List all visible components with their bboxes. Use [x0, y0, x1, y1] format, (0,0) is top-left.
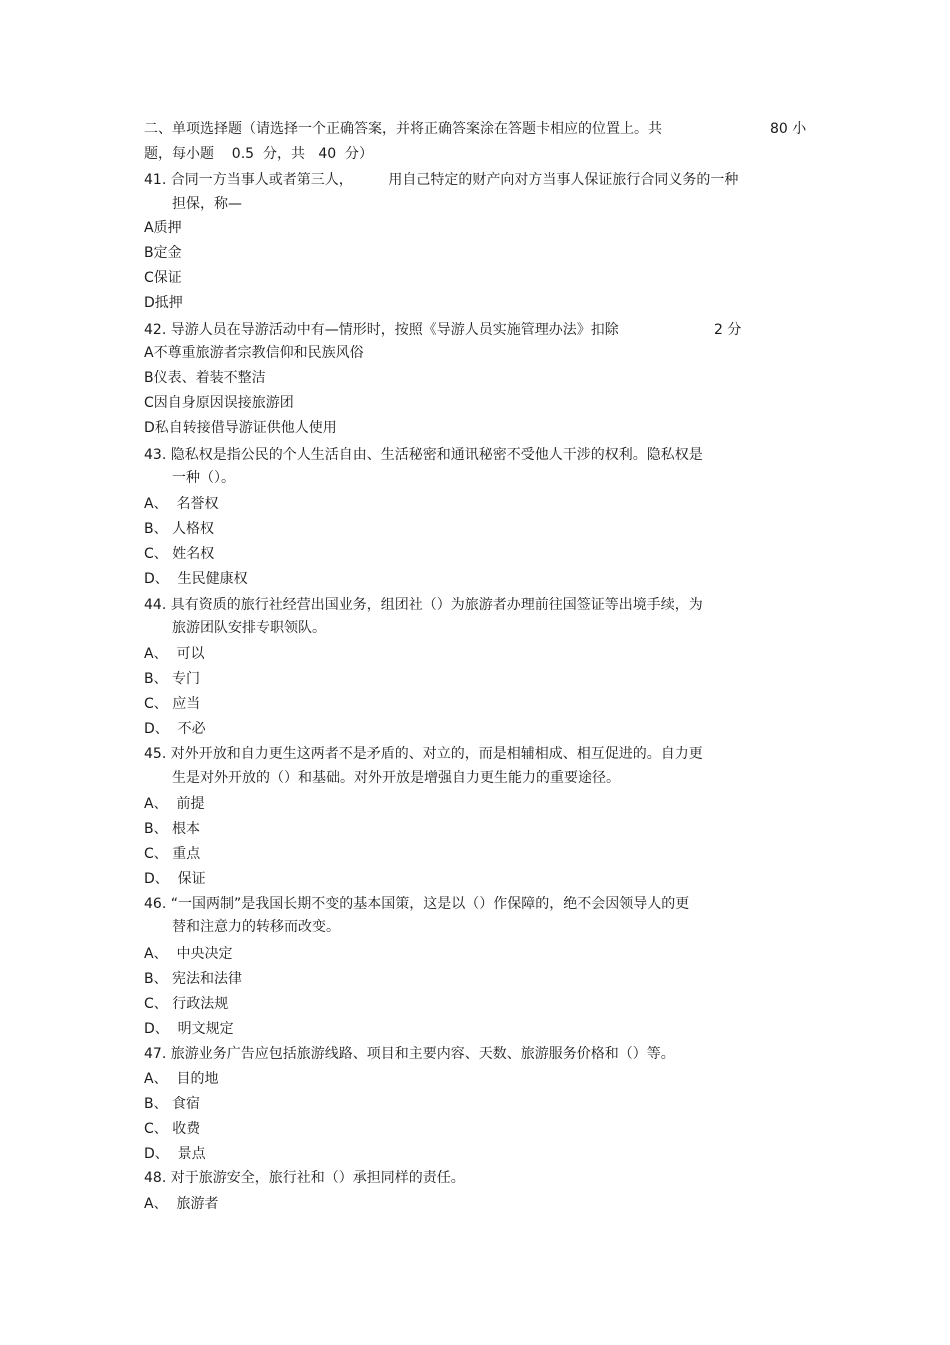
- option-46-a: A、 中央决定: [144, 946, 233, 962]
- question-43-cont: 一种（）。: [172, 470, 235, 486]
- option-42-d: D私自转接借导游证供他人使用: [144, 420, 337, 436]
- option-47-b: B、 食宿: [144, 1096, 201, 1112]
- question-text: 导游人员在导游活动中有—情形时，按照《导游人员实施管理办法》扣除: [170, 322, 619, 338]
- question-42-points: 2 分: [714, 322, 742, 338]
- option-41-c: C保证: [144, 270, 182, 286]
- question-41-cont: 担保，称—: [172, 196, 242, 212]
- option-45-d: D、 保证: [144, 871, 206, 887]
- option-45-c: C、 重点: [144, 846, 201, 862]
- option-48-a: A、 旅游者: [144, 1196, 219, 1212]
- question-45: [144, 745, 703, 763]
- option-43-a: A、 名誉权: [144, 496, 219, 512]
- section-header-line2: 题，每小题 0.5 分，共 40 分）: [144, 146, 374, 162]
- option-41-d: D抵押: [144, 295, 183, 311]
- option-43-b: B、 人格权: [144, 521, 215, 537]
- question-44-cont: 旅游团队安排专职领队。: [172, 620, 326, 636]
- question-text: 具有资质的旅行社经营出国业务，组团社（）为旅游者办理前往国签证等出境手续，为: [170, 597, 703, 613]
- section-header-line1: 二、单项选择题（请选择一个正确答案，并将正确答案涂在答题卡相应的位置上。共: [144, 121, 662, 137]
- question-42: [144, 321, 619, 339]
- question-47: [144, 1045, 675, 1063]
- question-text: 对外开放和自力更生这两者不是矛盾的、对立的，而是相辅相成、相互促进的。自力更: [170, 746, 703, 762]
- question-45-cont: 生是对外开放的（）和基础。对外开放是增强自力更生能力的重要途径。: [172, 770, 620, 786]
- option-41-a: A质押: [144, 220, 182, 236]
- question-46-cont: 替和注意力的转移而改变。: [172, 919, 340, 935]
- question-text: 合同一方当事人或者第三人， 用自己特定的财产向对方当事人保证旅行合同义务的一种: [170, 172, 739, 188]
- option-42-b: B仪表、着装不整洁: [144, 370, 266, 386]
- option-44-d: D、 不必: [144, 721, 206, 737]
- option-41-b: B定金: [144, 245, 182, 261]
- option-47-d: D、 景点: [144, 1146, 206, 1162]
- option-47-a: A、 目的地: [144, 1071, 219, 1087]
- question-number: 41.: [144, 172, 167, 188]
- question-number: 45.: [144, 746, 167, 762]
- option-44-b: B、 专门: [144, 671, 201, 687]
- option-42-c: C因自身原因误接旅游团: [144, 395, 294, 411]
- option-43-c: C、 姓名权: [144, 546, 215, 562]
- option-43-d: D、 生民健康权: [144, 571, 248, 587]
- question-number: 47.: [144, 1046, 167, 1062]
- option-44-c: C、 应当: [144, 696, 201, 712]
- question-number: 42.: [144, 322, 167, 338]
- question-number: 48.: [144, 1170, 167, 1186]
- question-number: 44.: [144, 597, 167, 613]
- option-44-a: A、 可以: [144, 646, 205, 662]
- section-header-count: 80 小: [770, 121, 807, 137]
- option-46-d: D、 明文规定: [144, 1021, 234, 1037]
- option-47-c: C、 收费: [144, 1121, 201, 1137]
- question-43: [144, 446, 703, 464]
- option-45-a: A、 前提: [144, 796, 205, 812]
- question-number: 43.: [144, 447, 167, 463]
- question-text: 隐私权是指公民的个人生活自由、生活秘密和通讯秘密不受他人干涉的权利。隐私权是: [170, 447, 703, 463]
- question-text: 旅游业务广告应包括旅游线路、项目和主要内容、天数、旅游服务价格和（）等。: [170, 1046, 675, 1062]
- option-46-b: B、 宪法和法律: [144, 971, 243, 987]
- question-number: 46.: [144, 896, 167, 912]
- option-42-a: A不尊重旅游者宗教信仰和民族风俗: [144, 345, 364, 361]
- question-text: “一国两制”是我国长期不变的基本国策，这是以（）作保障的，绝不会因领导人的更: [170, 896, 690, 912]
- question-46: [144, 895, 689, 913]
- question-48: [144, 1169, 465, 1187]
- question-44: [144, 596, 703, 614]
- question-41: [144, 171, 738, 189]
- option-45-b: B、 根本: [144, 821, 201, 837]
- question-text: 对于旅游安全，旅行社和（）承担同样的责任。: [170, 1170, 465, 1186]
- option-46-c: C、 行政法规: [144, 996, 229, 1012]
